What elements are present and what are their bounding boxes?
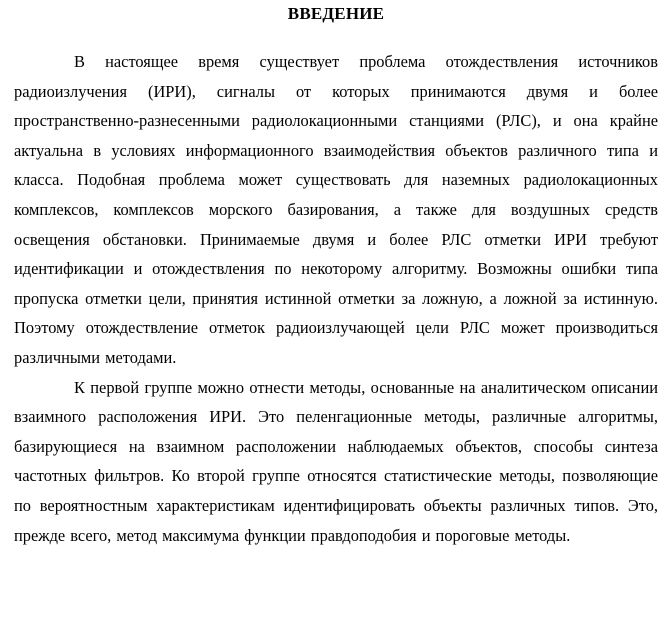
paragraph-1: В настоящее время существует проблема отождествления источников радиоизлучения (ИРИ), сигналы от которых принимаются двумя и более пространственно-разнесенными радиолокационными станциями (РЛС), и она крайне актуальна в условиях информационного взаимодействия объектов различного типа и класса. Подобная проблема может существовать для наземных радиолокационных комплексов, комплексов морского базирования, а также для воздушных средств освещения обстановки. Принимаемые двумя и более РЛС отметки ИРИ требуют идентификации и отождествления по некоторому алгоритму. Возможны ошибки типа пропуска отметки цели, принятия истинной отметки за ложную, а ложной за истинную. Поэтому отождествление отметок радиоизлучающей цели РЛС может производиться различными методами. [14, 52, 658, 367]
document-title: ВВЕДЕНИЕ [287, 4, 385, 23]
paragraph-2: К первой группе можно отнести методы, основанные на аналитическом описании взаимного расположения ИРИ. Это пеленгационные методы, различные алгоритмы, базирующиеся на взаимном расположении наблюдаемых объектов, способы синтеза частотных фильтров. Ко второй группе относятся статистические методы, позволяющие по вероятностным характеристикам идентифицировать объекты различных типов. Это, прежде всего, метод максимума функции правдоподобия и пороговые методы. [14, 377, 658, 545]
